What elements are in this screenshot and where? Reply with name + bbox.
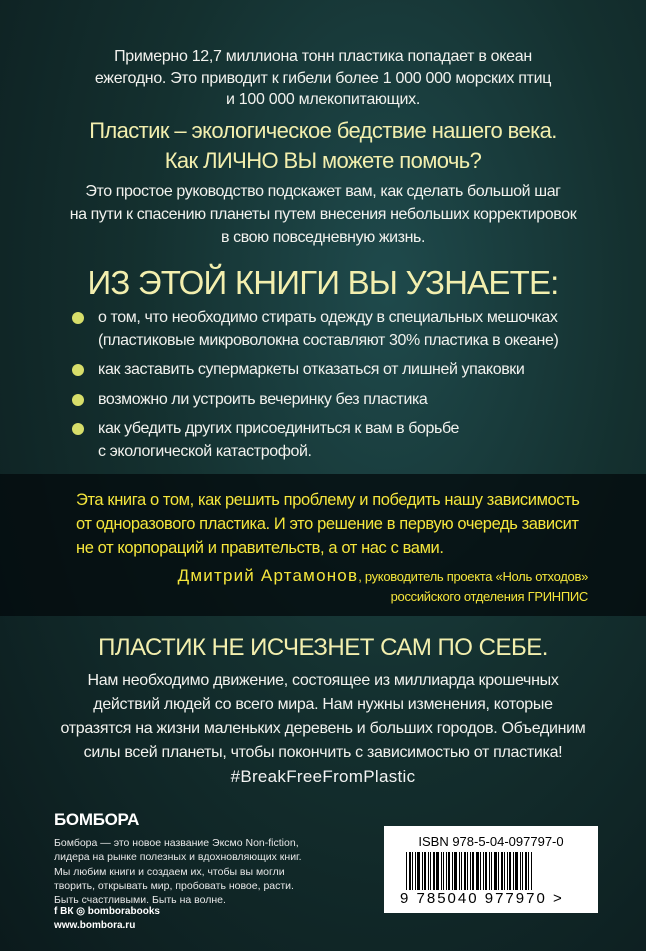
- intro-line: Примерно 12,7 миллиона тонн пластика попадает в океан: [114, 48, 532, 65]
- movement-line: отразятся на жизни маленьких деревень и больших городов. Объединим: [60, 720, 586, 737]
- guide-line: в свою повседневную жизнь.: [220, 229, 426, 246]
- bullet-list: [72, 307, 632, 470]
- headline-line: Пластик – экологическое бедствие нашего века.: [89, 118, 557, 143]
- attribution: [178, 566, 588, 607]
- list-item: [72, 418, 632, 463]
- guide-text: [0, 180, 646, 249]
- about-line: творить, открывать мир, пробовать новое, расти.: [54, 879, 294, 892]
- about-line: Быть счастливыми. Быть на волне.: [54, 894, 226, 907]
- author-role: , руководитель проекта «Ноль отходов»: [358, 569, 588, 584]
- intro-line: и 100 000 млекопитающих.: [226, 91, 420, 108]
- barcode-digits: 9 785040 977970 >: [400, 890, 564, 907]
- author-org: российского отделения ГРИНПИС: [390, 589, 588, 604]
- guide-line: на пути к спасению планеты путем внесения небольших корректировок: [69, 206, 577, 223]
- publisher-logo: БОМБОРА: [54, 810, 140, 829]
- item-line: как заставить супермаркеты отказаться от лишней упаковки: [98, 361, 525, 378]
- bullet-icon: [72, 312, 84, 324]
- item-line: возможно ли устроить вечеринку без пластика: [98, 390, 428, 408]
- social-icons: f ВК ◎: [54, 906, 85, 917]
- social-handle: bomborabooks: [87, 906, 160, 917]
- publisher-url: www.bombora.ru: [54, 920, 136, 931]
- author-name: Дмитрий Артамонов: [177, 566, 359, 585]
- about-line: лидера на рынке полезных и вдохновляющих книг.: [54, 851, 302, 864]
- movement-text: [0, 669, 646, 765]
- hashtag: #BreakFreeFromPlastic: [230, 767, 416, 786]
- item-line: как убедить других присоединиться к вам в борьбе: [98, 420, 460, 437]
- isbn: ISBN 978-5-04-097797-0: [418, 834, 564, 849]
- headline-line: Как ЛИЧНО ВЫ можете помочь?: [164, 148, 482, 173]
- barcode: [384, 826, 598, 913]
- item-line: с экологической катастрофой.: [98, 442, 312, 460]
- about-line: Бомбора — это новое название Эксмо Non-fiction,: [54, 837, 299, 849]
- quote: [76, 488, 580, 560]
- headline: [0, 116, 646, 176]
- quote-line: от одноразового пластика. И это решение в первую очередь зависит: [76, 515, 579, 533]
- item-line: о том, что необходимо стирать одежду в специальных мешочках: [98, 309, 558, 326]
- publisher-about: [54, 836, 354, 907]
- movement-line: действий людей со всего мира. Нам нужны изменения, которые: [93, 696, 553, 713]
- list-item: [72, 389, 632, 412]
- movement-line: Нам необходимо движение, состоящее из миллиарда крошечных: [87, 672, 559, 689]
- intro-line: ежегодно. Это приводит к гибели более 1 000 000 морских птиц: [94, 69, 552, 87]
- bullet-icon: [72, 364, 84, 376]
- guide-line: Это простое руководство подскажет вам, как сделать большой шаг: [85, 183, 561, 200]
- quote-line: Эта книга о том, как решить проблему и победить нашу зависимость: [76, 491, 580, 509]
- bullet-icon: [72, 394, 84, 406]
- learn-heading: ИЗ ЭТОЙ КНИГИ ВЫ УЗНАЕТЕ:: [87, 264, 559, 301]
- heading-2: ПЛАСТИК НЕ ИСЧЕЗНЕТ САМ ПО СЕБЕ.: [98, 634, 548, 661]
- publisher-social: [54, 905, 160, 933]
- quote-line: не от корпораций и правительств, а от нас с вами.: [76, 539, 444, 557]
- intro-text: [0, 46, 646, 111]
- bullet-icon: [72, 423, 84, 435]
- item-line: (пластиковые микроволокна составляют 30% пластика в океане): [98, 331, 559, 349]
- list-item: [72, 307, 632, 352]
- about-line: Мы любим книги и создаем их, чтобы вы могли: [54, 865, 285, 878]
- movement-line: силы всей планеты, чтобы покончить с зависимостью от пластика!: [83, 744, 563, 761]
- list-item: [72, 359, 632, 382]
